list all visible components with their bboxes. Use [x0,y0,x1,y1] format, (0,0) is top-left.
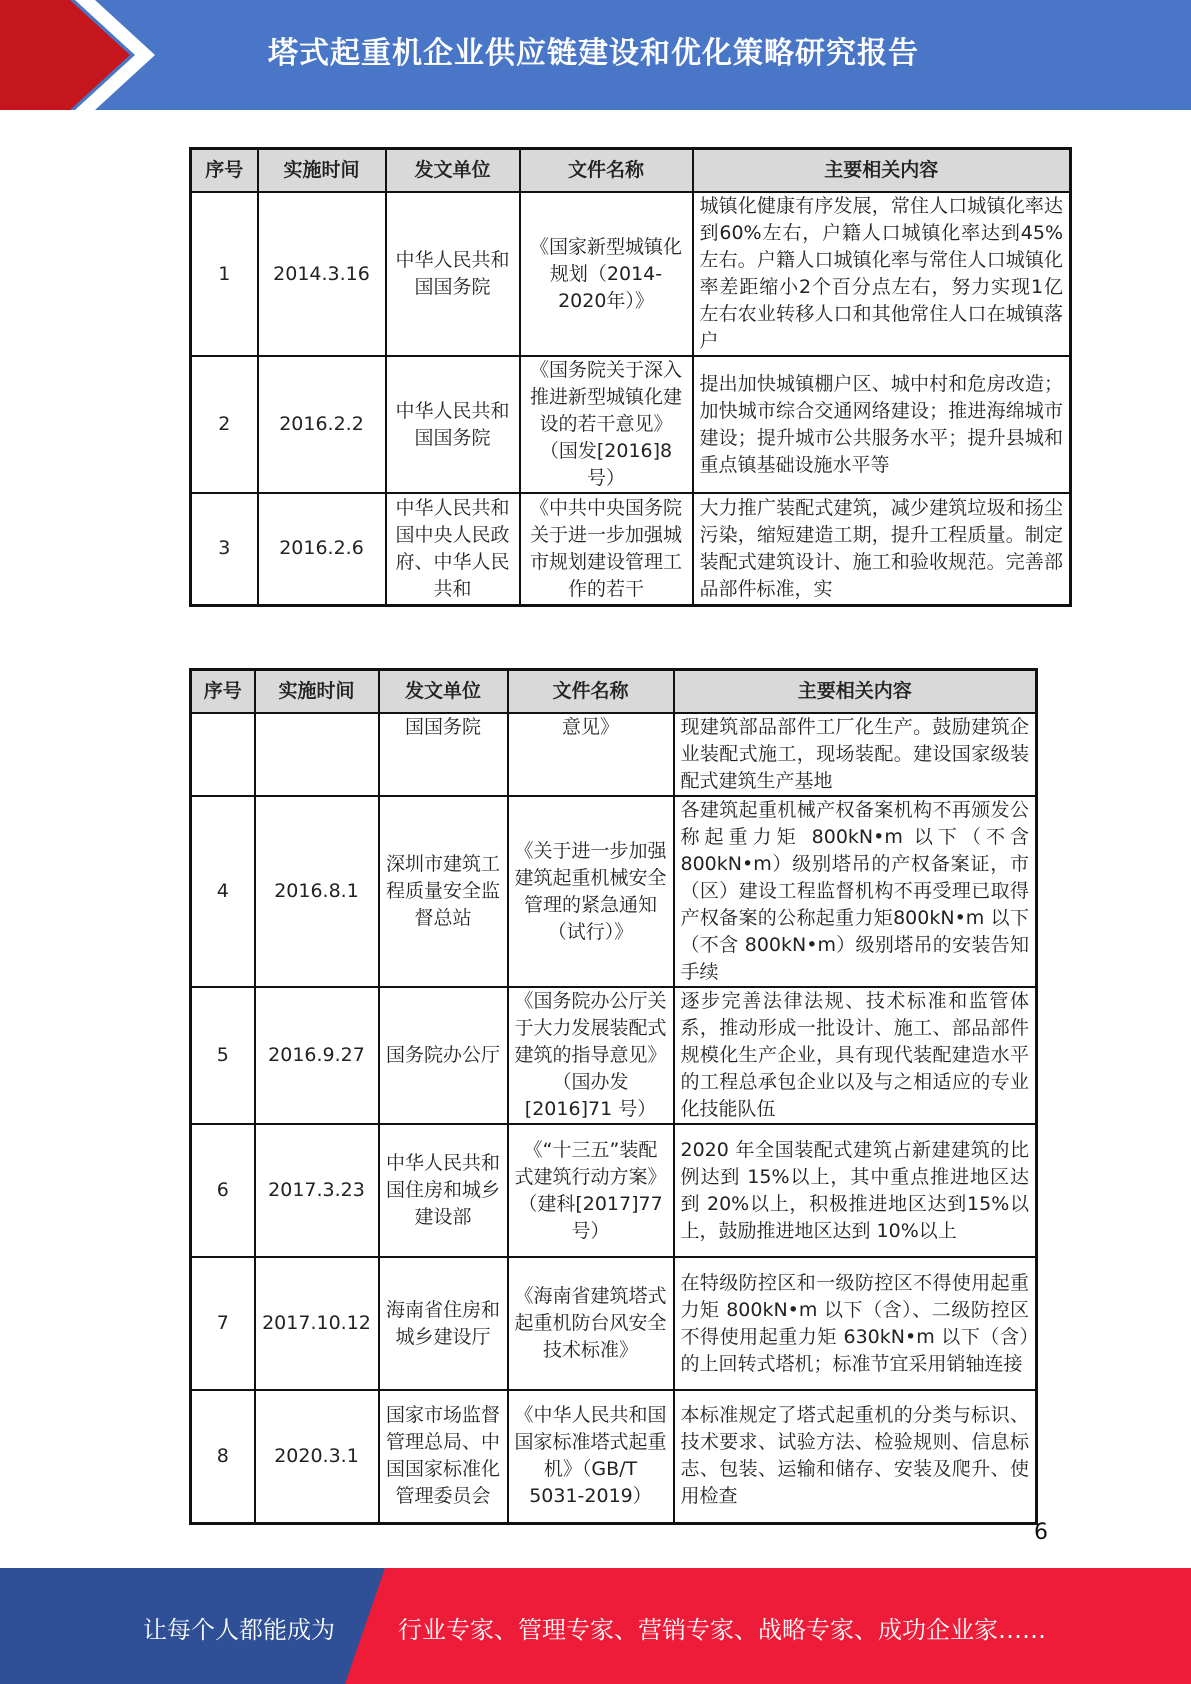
row-no: 5 [191,987,255,1124]
row-issuer: 中华人民共和国国务院 [386,356,520,493]
table-row [191,356,1071,493]
row-doc: 《国务院关于深入推进新型城镇化建设的若干意见》（国发[2016]8 号） [520,356,693,493]
row-no: 4 [191,796,255,987]
row-date: 2020.3.1 [255,1390,379,1523]
row-no: 3 [191,493,258,605]
row-doc: 《“十三五”装配式建筑行动方案》（建科[2017]77 号） [508,1124,674,1257]
row-doc: 《国家新型城镇化规划（2014-2020年）》 [520,192,693,356]
row-date: 2017.3.23 [255,1124,379,1257]
row-issuer: 中华人民共和国国务院 [386,192,520,356]
table-row [191,713,1037,796]
row-date: 2016.8.1 [255,796,379,987]
row-content: 逐步完善法律法规、技术标准和监管体系，推动形成一批设计、施工、部品部件规模化生产企业，具有现代装配建造水平的工程总承包企业以及与之相适应的专业化技能队伍 [674,987,1037,1124]
table-row [191,1124,1037,1257]
policy-table-part-2 [189,668,1038,1525]
row-no [191,713,255,796]
table-row [191,192,1071,356]
row-content: 现建筑部品部件工厂化生产。鼓励建筑企业装配式施工，现场装配。建设国家级装配式建筑生产基地 [674,713,1037,796]
row-content: 2020 年全国装配式建筑占新建建筑的比例达到 15%以上，其中重点推进地区达到 20%以上，积极推进地区达到15%以上，鼓励推进地区达到 10%以上 [674,1124,1037,1257]
report-title: 塔式起重机企业供应链建设和优化策略研究报告 [268,36,919,71]
col-header-no: 序号 [191,149,258,193]
page-header [0,0,1191,110]
row-date: 2017.10.12 [255,1257,379,1390]
row-date: 2016.2.6 [258,493,386,605]
col-header-issuer: 发文单位 [386,149,520,193]
row-doc: 《关于进一步加强建筑起重机械安全管理的紧急通知（试行）》 [508,796,674,987]
row-issuer: 国家市场监督管理总局、中国国家标准化管理委员会 [379,1390,508,1523]
row-no: 2 [191,356,258,493]
row-date [255,713,379,796]
row-no: 6 [191,1124,255,1257]
row-no: 1 [191,192,258,356]
col-header-date: 实施时间 [255,670,379,714]
row-issuer: 海南省住房和城乡建设厅 [379,1257,508,1390]
table-header-row [191,670,1037,714]
row-content: 本标准规定了塔式起重机的分类与标识、技术要求、试验方法、检验规则、信息标志、包装、运输和储存、安装及爬升、使用检查 [674,1390,1037,1523]
row-doc: 意见》 [508,713,674,796]
row-date: 2016.9.27 [255,987,379,1124]
col-header-doc: 文件名称 [508,670,674,714]
col-header-no: 序号 [191,670,255,714]
row-content: 在特级防控区和一级防控区不得使用起重力矩 800kN•m 以下（含）、二级防控区不得使用起重力矩 630kN•m 以下（含）的上回转式塔机；标准节宜采用销轴连接 [674,1257,1037,1390]
col-header-content: 主要相关内容 [674,670,1037,714]
table-row [191,796,1037,987]
row-doc: 《中华人民共和国国家标准塔式起重机》（GB/T 5031-2019） [508,1390,674,1523]
table-row [191,1257,1037,1390]
row-content: 提出加快城镇棚户区、城中村和危房改造；加快城市综合交通网络建设；推进海绵城市建设；提升城市公共服务水平；提升县城和重点镇基础设施水平等 [693,356,1071,493]
row-issuer: 中华人民共和国中央人民政府、中华人民共和 [386,493,520,605]
row-issuer: 中华人民共和国住房和城乡建设部 [379,1124,508,1257]
table-row [191,1390,1037,1523]
row-date: 2014.3.16 [258,192,386,356]
footer-slogan-left: 让每个人都能成为 [143,1616,335,1644]
row-content: 大力推广装配式建筑，减少建筑垃圾和扬尘污染，缩短建造工期，提升工程质量。制定装配式建筑设计、施工和验收规范。完善部品部件标准，实 [693,493,1071,605]
row-issuer: 深圳市建筑工程质量安全监督总站 [379,796,508,987]
row-no: 7 [191,1257,255,1390]
row-content: 城镇化健康有序发展，常住人口城镇化率达到60%左右，户籍人口城镇化率达到45%左右。户籍人口城镇化率与常住人口城镇化率差距缩小2个百分点左右，努力实现1亿左右农业转移人口和其他常住人口在城镇落户 [693,192,1071,356]
page-number: 6 [1034,1520,1048,1545]
col-header-doc: 文件名称 [520,149,693,193]
row-doc: 《海南省建筑塔式起重机防台风安全技术标准》 [508,1257,674,1390]
col-header-date: 实施时间 [258,149,386,193]
row-no: 8 [191,1390,255,1523]
page-footer [0,1568,1191,1684]
table-row [191,987,1037,1124]
row-issuer: 国务院办公厅 [379,987,508,1124]
policy-table-part-1 [189,147,1072,607]
row-issuer: 国国务院 [379,713,508,796]
col-header-content: 主要相关内容 [693,149,1071,193]
table-header-row [191,149,1071,193]
row-doc: 《国务院办公厅关于大力发展装配式建筑的指导意见》（国办发[2016]71 号） [508,987,674,1124]
row-date: 2016.2.2 [258,356,386,493]
table-row [191,493,1071,605]
row-content: 各建筑起重机械产权备案机构不再颁发公称起重力矩 800kN•m 以下（不含800kN•m）级别塔吊的产权备案证，市（区）建设工程监督机构不再受理已取得产权备案的公称起重力矩800kN•m 以下（不含 800kN•m）级别塔吊的安装告知手续 [674,796,1037,987]
row-doc: 《中共中央国务院关于进一步加强城市规划建设管理工作的若干 [520,493,693,605]
footer-slogan-right: 行业专家、管理专家、营销专家、战略专家、成功企业家…… [398,1616,1046,1644]
col-header-issuer: 发文单位 [379,670,508,714]
